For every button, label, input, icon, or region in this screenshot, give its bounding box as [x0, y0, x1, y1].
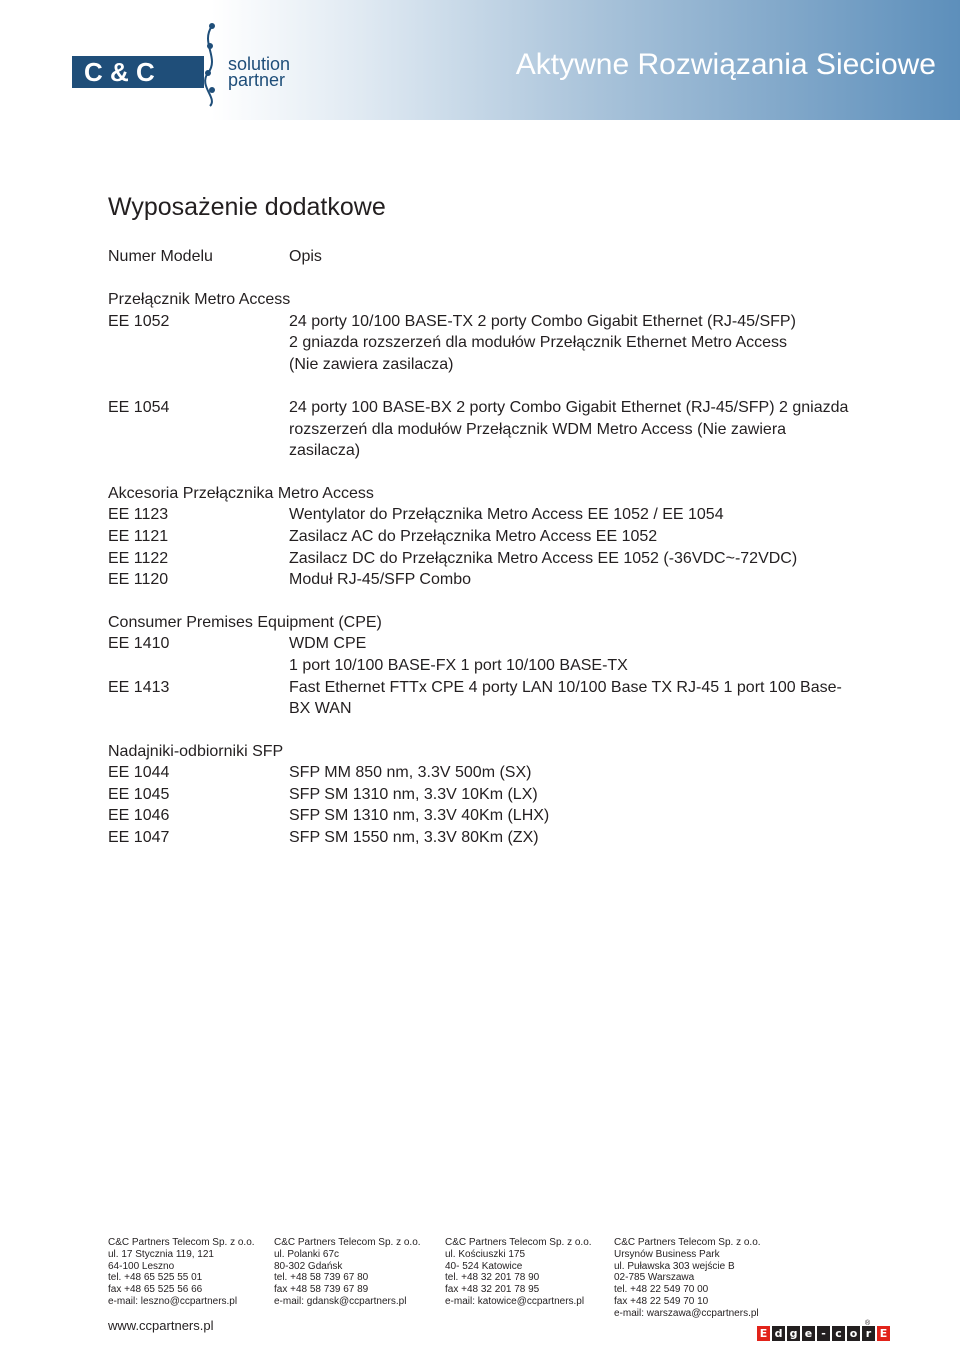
office-address: [445, 1237, 592, 1308]
model-code: EE 1121: [108, 527, 169, 545]
edgecore-letter: -: [817, 1326, 830, 1341]
model-code: EE 1052: [108, 312, 170, 330]
office-line: 02-785 Warszawa: [614, 1272, 695, 1284]
description-line: SFP SM 1310 nm, 3.3V 40Km (LHX): [289, 807, 550, 825]
table-row: [108, 784, 888, 806]
model-code: EE 1046: [108, 807, 170, 825]
edgecore-letter: E: [757, 1326, 770, 1341]
description-line: SFP SM 1310 nm, 3.3V 10Km (LX): [289, 785, 538, 803]
office-line: ul. Kościuszki 175: [445, 1248, 526, 1260]
section-title: Consumer Premises Equipment (CPE): [108, 613, 382, 631]
model-description: [289, 677, 888, 720]
office-line: C&C Partners Telecom Sp. z o.o.: [108, 1237, 255, 1248]
section: [108, 483, 888, 591]
model-description: [289, 526, 888, 548]
edgecore-letter: g: [787, 1326, 800, 1341]
model-description: [289, 762, 888, 784]
table-row: [108, 677, 888, 720]
logo-partner-text: partner: [228, 70, 286, 90]
model-description: [289, 827, 888, 849]
description-line: BX WAN: [289, 700, 352, 718]
office-line: 40- 524 Katowice: [445, 1260, 523, 1272]
model-code: EE 1044: [108, 764, 170, 782]
description-line: Wentylator do Przełącznika Metro Access EE 1052 / EE 1054: [289, 506, 724, 524]
model-description: [289, 805, 888, 827]
edgecore-letter: d: [772, 1326, 785, 1341]
model-description: [289, 397, 888, 462]
office-address: [614, 1237, 761, 1320]
table-row: [108, 311, 888, 376]
office-line: fax +48 32 201 78 95: [445, 1284, 540, 1296]
office-line: ul. Polanki 67c: [274, 1248, 340, 1260]
model-description: [289, 569, 888, 591]
model-code: EE 1120: [108, 571, 169, 589]
description-line: SFP SM 1550 nm, 3.3V 80Km (ZX): [289, 829, 539, 847]
edgecore-letter: e: [802, 1326, 815, 1341]
table-row: [108, 569, 888, 591]
office-line: 80-302 Gdańsk: [274, 1260, 343, 1272]
office-line: e-mail: gdansk@ccpartners.pl: [274, 1295, 407, 1307]
description-line: rozszerzeń dla modułów Przełącznik WDM Metro Access (Nie zawiera: [289, 420, 787, 438]
model-code: EE 1047: [108, 829, 170, 847]
description-line: (Nie zawiera zasilacza): [289, 355, 454, 373]
section-title: Akcesoria Przełącznika Metro Access: [108, 484, 374, 502]
office-line: ul. Puławska 303 wejście B: [614, 1260, 735, 1272]
office-line: tel. +48 65 525 55 01: [108, 1272, 203, 1284]
website-link[interactable]: www.ccpartners.pl: [108, 1318, 214, 1333]
model-code: EE 1410: [108, 635, 170, 653]
edgecore-letter: r: [862, 1326, 875, 1341]
spacer: [108, 375, 888, 397]
model-description: [289, 504, 888, 526]
office-line: fax +48 22 549 70 10: [614, 1295, 709, 1307]
edgecore-letter: o: [847, 1326, 860, 1341]
model-description: [289, 311, 888, 376]
model-code: EE 1413: [108, 678, 170, 696]
office-line: e-mail: leszno@ccpartners.pl: [108, 1295, 238, 1307]
model-code: EE 1122: [108, 549, 169, 567]
office-line: fax +48 65 525 56 66: [108, 1284, 203, 1296]
office-line: 64-100 Leszno: [108, 1260, 175, 1272]
section-title: Przełącznik Metro Access: [108, 291, 291, 308]
office-line: tel. +48 32 201 78 90: [445, 1272, 540, 1284]
office-address: [274, 1237, 421, 1308]
table-row: [108, 633, 888, 676]
office-line: e-mail: warszawa@ccpartners.pl: [614, 1307, 759, 1319]
description-line: 2 gniazda rozszerzeń dla modułów Przełącznik Ethernet Metro Access: [289, 334, 788, 352]
document-body: [108, 190, 888, 849]
logo-solution-text: solution: [228, 54, 291, 74]
column-header-desc: Opis: [289, 248, 322, 265]
description-line: 24 porty 100 BASE-BX 2 porty Combo Gigabit Ethernet (RJ-45/SFP) 2 gniazda: [289, 398, 849, 416]
description-line: 1 port 10/100 BASE-FX 1 port 10/100 BASE-TX: [289, 656, 628, 674]
page-header: [0, 0, 960, 120]
description-line: 24 porty 10/100 BASE-TX 2 porty Combo Gigabit Ethernet (RJ-45/SFP): [289, 312, 796, 330]
logo-cc-text: C & C: [84, 57, 155, 87]
description-line: zasilacza): [289, 442, 361, 460]
section: [108, 289, 888, 462]
model-description: [289, 548, 888, 570]
edgecore-letter: c: [832, 1326, 845, 1341]
description-line: Fast Ethernet FTTx CPE 4 porty LAN 10/100 Base TX RJ-45 1 port 100 Base-: [289, 678, 842, 696]
description-line: WDM CPE: [289, 635, 367, 653]
edgecore-letter: E: [877, 1326, 890, 1341]
office-line: tel. +48 58 739 67 80: [274, 1272, 369, 1284]
table-row: [108, 805, 888, 827]
column-header-model: Numer Modelu: [108, 248, 213, 265]
section: [108, 612, 888, 720]
office-line: C&C Partners Telecom Sp. z o.o.: [614, 1237, 761, 1248]
description-line: Zasilacz DC do Przełącznika Metro Access EE 1052 (-36VDC~-72VDC): [289, 549, 798, 567]
cc-solution-partner-logo: [72, 18, 312, 108]
office-line: C&C Partners Telecom Sp. z o.o.: [445, 1237, 592, 1248]
header-title: Aktywne Rozwiązania Sieciowe: [515, 48, 936, 81]
table-row: [108, 504, 888, 526]
description-line: Zasilacz AC do Przełącznika Metro Access EE 1052: [289, 527, 658, 545]
table-row: [108, 827, 888, 849]
model-description: [289, 633, 888, 676]
office-line: tel. +48 22 549 70 00: [614, 1284, 709, 1296]
description-line: Moduł RJ-45/SFP Combo: [289, 571, 471, 589]
table-row: [108, 548, 888, 570]
column-headers: [108, 246, 888, 268]
office-address: [108, 1237, 255, 1308]
section-title: Nadajniki-odbiorniki SFP: [108, 742, 284, 760]
model-code: EE 1054: [108, 398, 170, 416]
table-row: [108, 762, 888, 784]
office-line: C&C Partners Telecom Sp. z o.o.: [274, 1237, 421, 1248]
model-code: EE 1045: [108, 785, 170, 803]
office-line: ul. 17 Stycznia 119, 121: [108, 1248, 214, 1260]
office-line: fax +48 58 739 67 89: [274, 1284, 369, 1296]
page-title: Wyposażenie dodatkowe: [108, 193, 386, 221]
model-description: [289, 784, 888, 806]
office-line: e-mail: katowice@ccpartners.pl: [445, 1295, 585, 1307]
table-row: [108, 526, 888, 548]
registered-mark: ®: [865, 1320, 871, 1327]
description-line: SFP MM 850 nm, 3.3V 500m (SX): [289, 764, 532, 782]
office-line: Ursynów Business Park: [614, 1248, 720, 1260]
table-row: [108, 397, 888, 462]
edgecore-logo: [757, 1326, 892, 1344]
sections-container: [108, 289, 888, 849]
section: [108, 741, 888, 849]
model-code: EE 1123: [108, 506, 169, 524]
